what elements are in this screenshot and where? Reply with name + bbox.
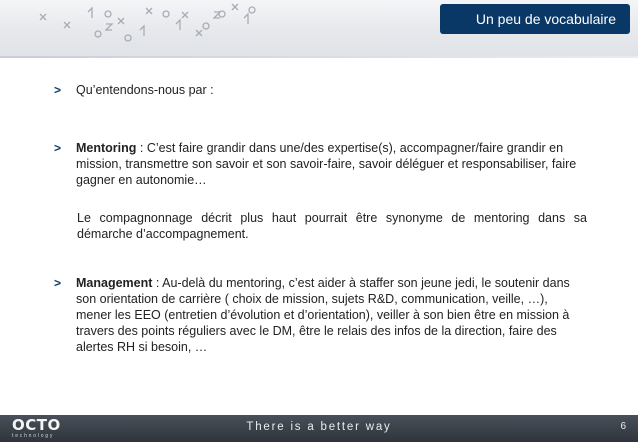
mentoring-definition: : C’est faire grandir dans une/des expertise(s), accompagner/faire grandir en mission, transmettre son savoir et son savoir-faire, savoir déléguer et responsabiliser, faire gagner en autonomie… [76,141,577,187]
intro-text: Qu’entendons-nous par : [76,83,214,97]
footer-tagline: There is a better way [246,421,392,433]
bullet-arrow-icon: > [54,83,62,97]
slide-footer [0,415,638,442]
mentoring-text [76,140,584,188]
compagnonnage-note: Le compagnonnage décrit plus haut pourrait être synonyme de mentoring dans sa démarche d’accompagnement. [77,211,587,241]
management-definition: : Au-delà du mentoring, c’est aider à staffer son jeune jedi, le soutenir dans son orientation de carrière ( choix de mission, sujets R&D, communication, veille, …), mener les EEO (entretien d’évolution et d’orientation), veiller à son bien être en mission à travers des points réguliers avec le DM, être le relais des infos de la direction, faire des alertes RH si besoin, … [76,276,570,354]
logo-subtitle: technology [12,433,55,439]
decorative-symbols [0,0,300,58]
bullet-arrow-icon: > [54,276,62,290]
management-text [76,275,584,355]
logo-wordmark: OCTO [12,416,61,434]
page-number: 6 [620,421,626,432]
management-bullet [54,275,584,355]
intro-bullet [54,82,584,98]
bullet-arrow-icon: > [54,141,62,155]
slide-header [0,0,638,58]
header-divider [0,56,638,58]
mentoring-bullet [54,140,584,188]
management-term: Management [76,276,153,290]
slide-title: Un peu de vocabulaire [440,4,630,34]
mentoring-term: Mentoring [76,141,137,155]
